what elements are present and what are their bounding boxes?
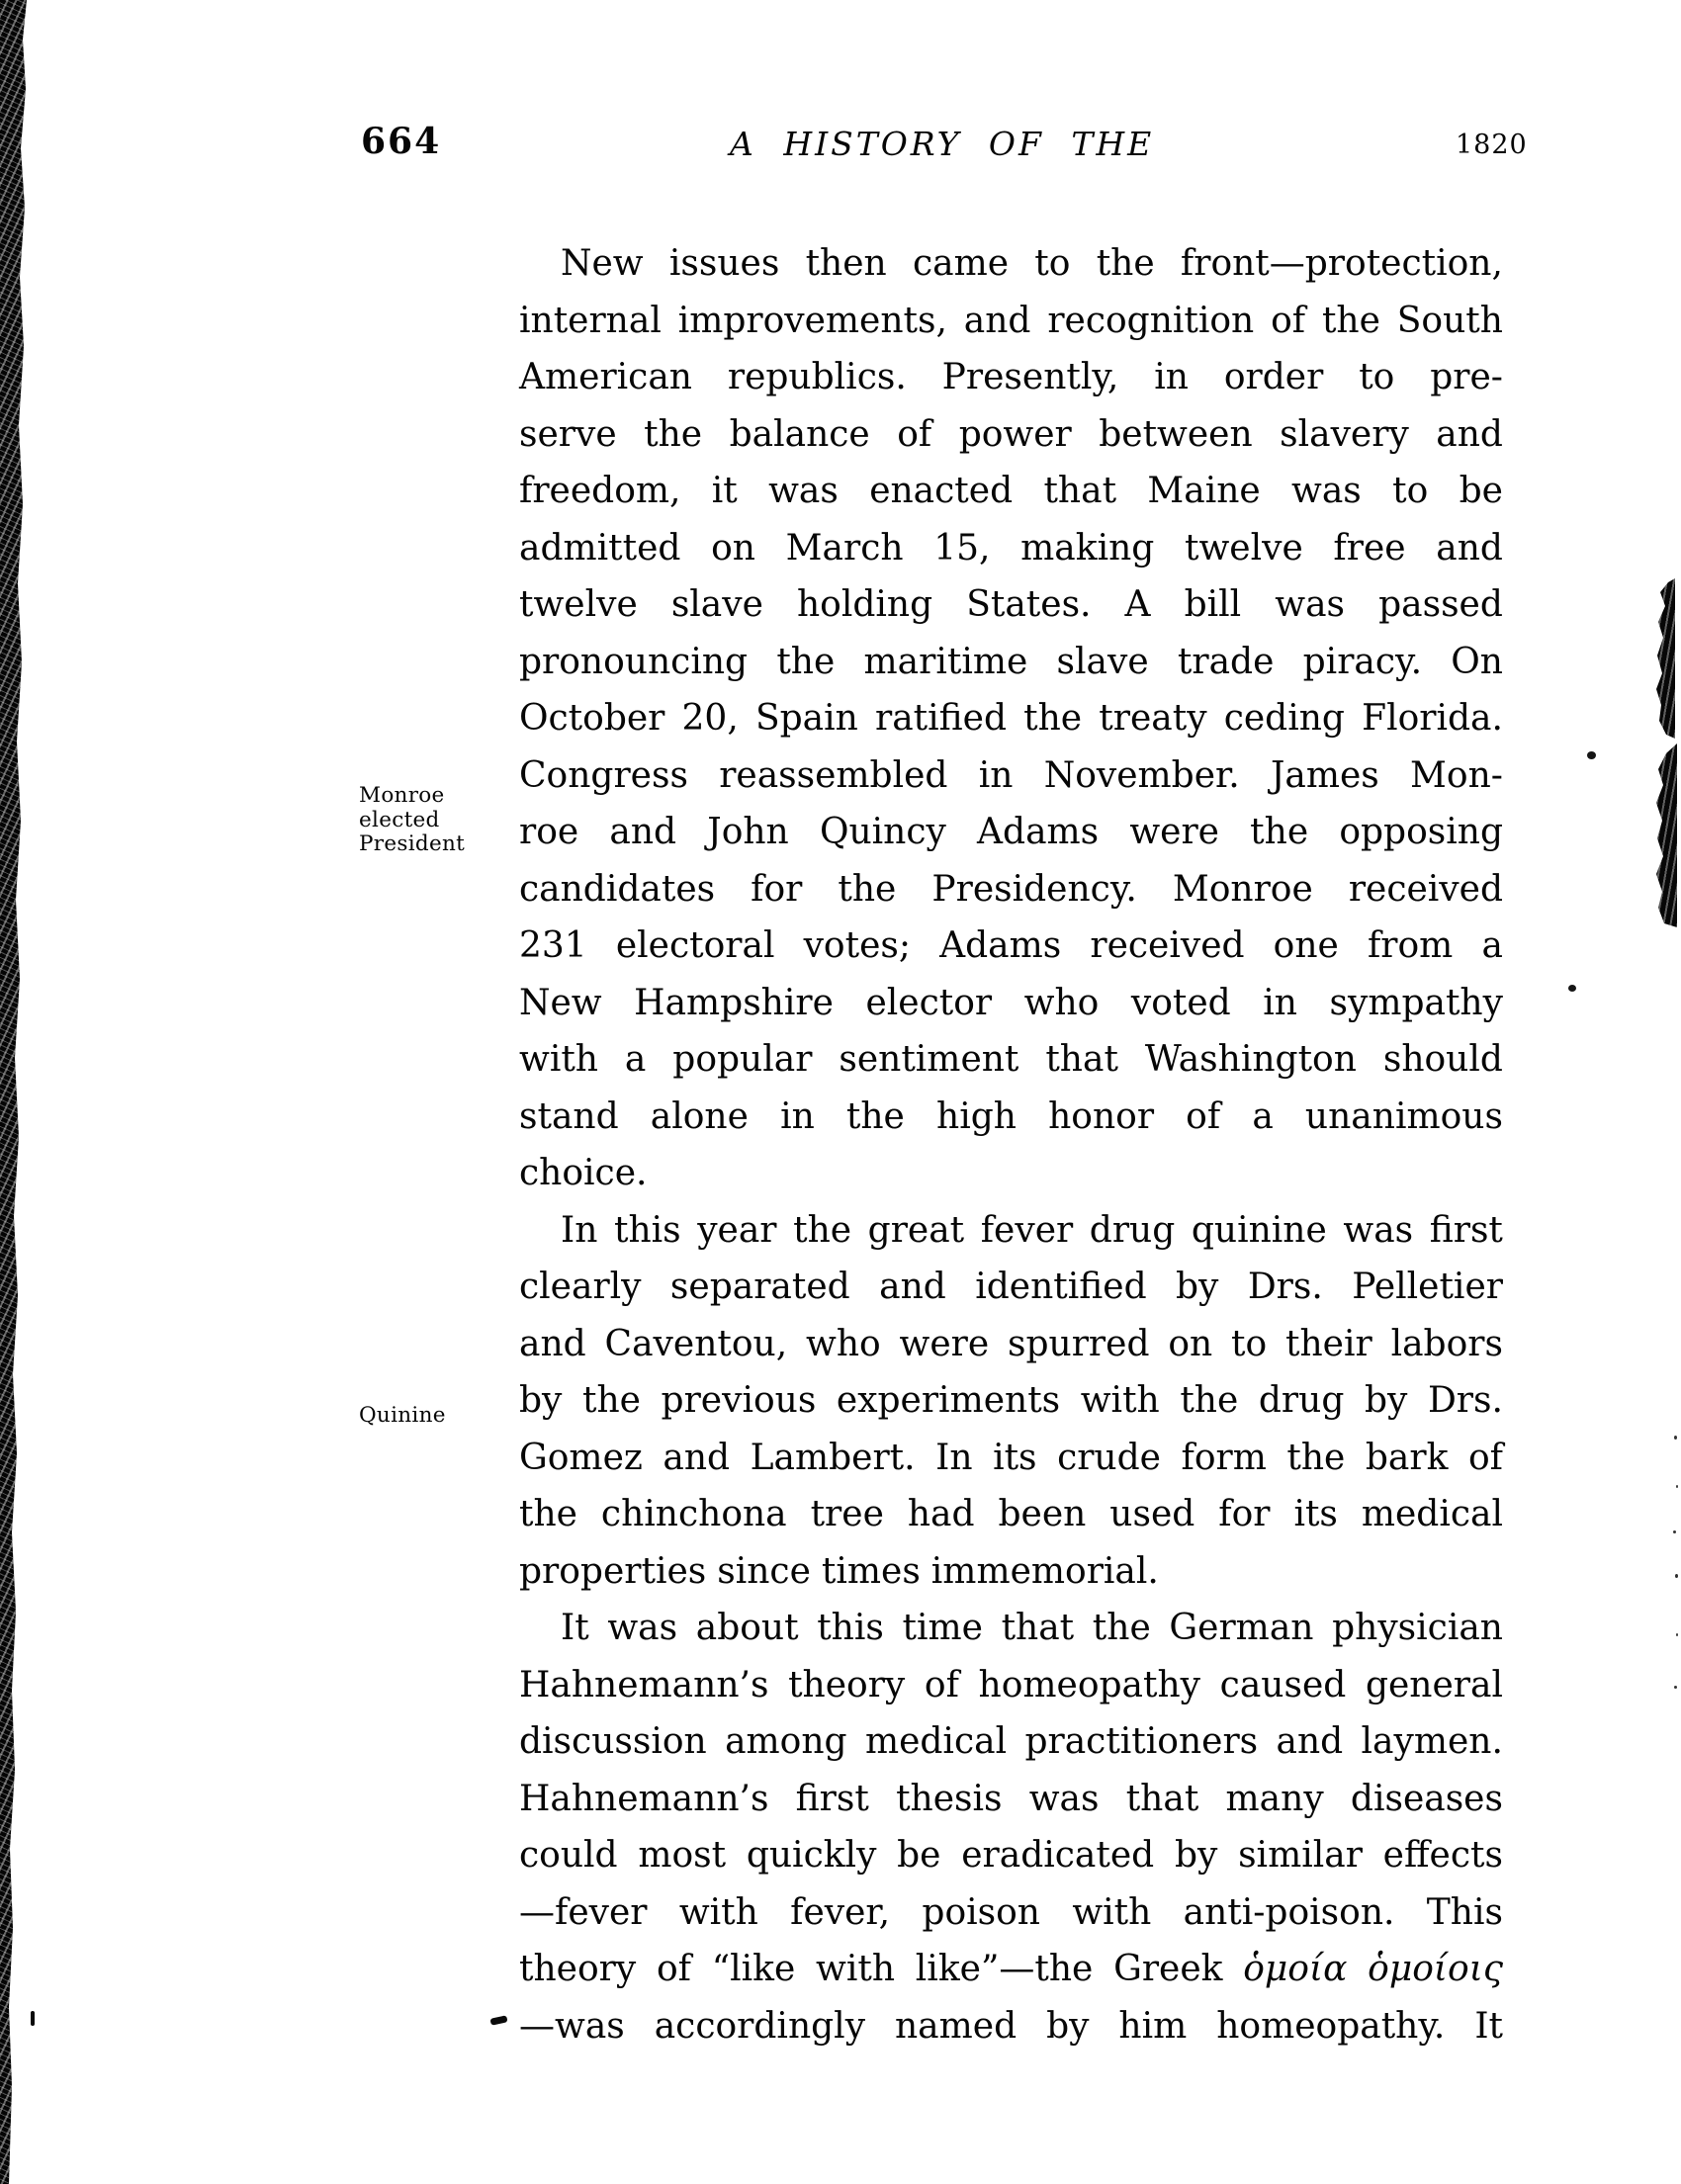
word: many bbox=[1225, 1778, 1324, 1819]
word: a bbox=[624, 1039, 647, 1080]
word: bark bbox=[1365, 1437, 1449, 1478]
word: Gomez bbox=[519, 1437, 643, 1478]
paragraph bbox=[519, 235, 1503, 1202]
word: electoral bbox=[615, 925, 775, 966]
word: labors bbox=[1390, 1323, 1503, 1364]
word: It bbox=[561, 1608, 589, 1648]
word: South bbox=[1396, 300, 1503, 341]
word: it bbox=[711, 471, 738, 511]
scan-speck bbox=[1587, 751, 1596, 759]
word: Greek bbox=[1113, 1949, 1223, 1989]
word: on bbox=[1168, 1323, 1213, 1364]
word: recognition bbox=[1047, 300, 1255, 341]
text-line bbox=[519, 747, 1503, 805]
word: passed bbox=[1378, 584, 1503, 625]
word: for bbox=[751, 868, 803, 910]
word: clearly bbox=[519, 1267, 642, 1307]
word: Adams bbox=[939, 925, 1062, 966]
word: This bbox=[1426, 1891, 1503, 1933]
word: a bbox=[1252, 1095, 1274, 1137]
word: its bbox=[993, 1437, 1037, 1478]
word: since bbox=[717, 1550, 811, 1592]
word: was bbox=[1028, 1778, 1100, 1819]
word: laymen. bbox=[1361, 1721, 1503, 1762]
text-line bbox=[519, 634, 1503, 691]
text-line bbox=[519, 1089, 1503, 1146]
word: popular bbox=[672, 1039, 813, 1080]
word: German bbox=[1169, 1608, 1314, 1648]
word: the bbox=[644, 413, 703, 455]
word: Monroe bbox=[1172, 868, 1313, 910]
scan-speck bbox=[1675, 1574, 1678, 1578]
text-line bbox=[519, 1316, 1503, 1373]
text-line bbox=[519, 1884, 1503, 1942]
word: power bbox=[958, 413, 1072, 455]
word: twelve bbox=[519, 584, 638, 625]
word: November. bbox=[1043, 754, 1240, 796]
word: 20, bbox=[681, 698, 739, 739]
word: 231 bbox=[519, 925, 587, 966]
word: and bbox=[663, 1437, 731, 1478]
word: front—protection, bbox=[1180, 243, 1503, 284]
word: fever, bbox=[790, 1891, 891, 1933]
text-line bbox=[519, 1827, 1503, 1884]
word: was bbox=[607, 1608, 678, 1648]
word: the bbox=[1096, 243, 1155, 284]
word: theory bbox=[788, 1664, 906, 1705]
scan-speck bbox=[1676, 1633, 1678, 1636]
word: candidates bbox=[519, 868, 716, 910]
word: caused bbox=[1219, 1664, 1347, 1705]
word: discussion bbox=[519, 1721, 707, 1762]
word: Adams bbox=[977, 812, 1100, 852]
word: diseases bbox=[1350, 1778, 1503, 1819]
word: with bbox=[678, 1891, 758, 1933]
word: homeopathy bbox=[978, 1664, 1201, 1705]
word: the bbox=[1250, 812, 1309, 852]
text-line bbox=[519, 1430, 1503, 1487]
word: internal bbox=[519, 300, 662, 341]
word: by bbox=[1174, 1835, 1218, 1876]
word: by bbox=[1046, 2005, 1090, 2047]
greek-word: ὁμοία bbox=[1243, 1949, 1348, 1989]
word: Quincy bbox=[819, 812, 946, 852]
word: enacted bbox=[869, 471, 1014, 511]
scan-speck bbox=[1674, 1436, 1677, 1440]
word: and bbox=[1436, 413, 1503, 455]
word: votes; bbox=[803, 925, 911, 966]
word: opposing bbox=[1339, 812, 1503, 852]
scan-speck bbox=[1673, 1530, 1676, 1533]
word: republics. bbox=[727, 357, 907, 397]
page-number: 664 bbox=[361, 121, 442, 162]
word: honor bbox=[1048, 1095, 1155, 1137]
word: had bbox=[907, 1494, 975, 1534]
text-line bbox=[519, 975, 1503, 1032]
word: sympathy bbox=[1329, 982, 1503, 1023]
word: ratified bbox=[874, 698, 1007, 739]
running-title: A HISTORY OF THE bbox=[730, 125, 1155, 163]
margin-note-quinine bbox=[359, 1404, 446, 1429]
text-line bbox=[519, 1941, 1503, 1998]
word: roe bbox=[519, 812, 579, 852]
paragraph bbox=[519, 1202, 1503, 1601]
word: great bbox=[867, 1209, 965, 1251]
word: and bbox=[963, 300, 1031, 341]
word: poison bbox=[922, 1891, 1040, 1933]
word: this bbox=[613, 1209, 681, 1251]
scan-speck bbox=[1568, 985, 1576, 992]
word: and bbox=[609, 812, 677, 852]
word: Presidency. bbox=[931, 868, 1137, 910]
word: crude bbox=[1057, 1437, 1161, 1478]
word: free bbox=[1333, 527, 1406, 568]
word: Congress bbox=[519, 754, 688, 796]
word: was bbox=[1291, 471, 1362, 511]
word: Lambert. bbox=[750, 1437, 916, 1478]
word: high bbox=[936, 1095, 1017, 1137]
word: the bbox=[838, 868, 897, 910]
text-line bbox=[519, 861, 1503, 918]
word: by bbox=[1364, 1380, 1408, 1421]
word: separated bbox=[669, 1267, 850, 1307]
word: general bbox=[1365, 1664, 1503, 1705]
word: States. bbox=[966, 584, 1092, 625]
word: to bbox=[1034, 243, 1071, 284]
word: of bbox=[1186, 1095, 1221, 1137]
scan-artifact-right-edge-lower bbox=[1654, 743, 1677, 927]
word: voted bbox=[1130, 982, 1231, 1023]
word: theory bbox=[519, 1949, 637, 1989]
word: A bbox=[1124, 584, 1151, 625]
paragraph bbox=[519, 1600, 1503, 2054]
word: and bbox=[879, 1267, 946, 1307]
scan-speck bbox=[1674, 1686, 1677, 1689]
body-text bbox=[519, 235, 1503, 2054]
word: quickly bbox=[746, 1835, 877, 1876]
word: the bbox=[1286, 1437, 1346, 1478]
text-line bbox=[519, 1486, 1503, 1543]
word: In bbox=[935, 1437, 973, 1478]
word: could bbox=[519, 1835, 618, 1876]
word: practitioners bbox=[1024, 1721, 1259, 1762]
word: alone bbox=[650, 1095, 749, 1137]
word: who bbox=[806, 1323, 881, 1364]
word: ceding bbox=[1223, 698, 1345, 739]
word: drug bbox=[1258, 1380, 1345, 1421]
word: spurred bbox=[1008, 1323, 1150, 1364]
text-line bbox=[519, 1372, 1503, 1430]
text-line bbox=[519, 1202, 1503, 1260]
greek-word: ὁμοίοις bbox=[1368, 1949, 1503, 1989]
word: the bbox=[1321, 300, 1380, 341]
word: most bbox=[638, 1835, 727, 1876]
word: similar bbox=[1238, 1835, 1363, 1876]
word: fever bbox=[980, 1209, 1074, 1251]
scan-speck bbox=[31, 2011, 35, 2026]
margin-note-line: President bbox=[359, 831, 466, 856]
word: of bbox=[1271, 300, 1306, 341]
word: the bbox=[1023, 698, 1083, 739]
word: who bbox=[1023, 982, 1100, 1023]
word: the bbox=[581, 1380, 641, 1421]
word: homeopathy. bbox=[1216, 2005, 1446, 2047]
word: anti-poison. bbox=[1183, 1891, 1395, 1933]
text-line bbox=[519, 690, 1503, 747]
word: Washington bbox=[1144, 1039, 1357, 1080]
word: medical bbox=[864, 1721, 1008, 1762]
word: received bbox=[1090, 925, 1245, 966]
text-line bbox=[519, 463, 1503, 520]
word: in bbox=[1263, 982, 1297, 1023]
word: elector bbox=[865, 982, 993, 1023]
word: medical bbox=[1361, 1494, 1503, 1534]
word: in bbox=[978, 754, 1014, 796]
word: this bbox=[817, 1608, 884, 1648]
word: October bbox=[519, 698, 665, 739]
word: among bbox=[725, 1721, 847, 1762]
word: the bbox=[1180, 1380, 1239, 1421]
word: was bbox=[1275, 584, 1346, 625]
word: bill bbox=[1184, 584, 1242, 625]
text-line bbox=[519, 520, 1503, 577]
word: in bbox=[780, 1095, 815, 1137]
word: stand bbox=[519, 1095, 619, 1137]
word: March bbox=[785, 527, 904, 568]
word: John bbox=[707, 812, 789, 852]
word: physician bbox=[1332, 1608, 1503, 1648]
page-year: 1820 bbox=[1456, 130, 1528, 160]
word: with bbox=[1072, 1891, 1152, 1933]
word: used bbox=[1109, 1494, 1195, 1534]
word: issues bbox=[668, 243, 780, 284]
word: identified bbox=[975, 1267, 1147, 1307]
word: about bbox=[695, 1608, 799, 1648]
word: time bbox=[902, 1608, 983, 1648]
word: American bbox=[519, 357, 692, 397]
word: trade bbox=[1177, 641, 1275, 682]
word: pronouncing bbox=[519, 641, 749, 682]
word: It bbox=[1474, 2005, 1503, 2047]
word: Spain bbox=[754, 698, 858, 739]
word: year bbox=[697, 1209, 777, 1251]
word: tree bbox=[810, 1494, 884, 1534]
word: from bbox=[1367, 925, 1454, 966]
word: In bbox=[561, 1209, 598, 1251]
word: that bbox=[1125, 1778, 1199, 1819]
word: 15, bbox=[933, 527, 991, 568]
text-line bbox=[519, 917, 1503, 975]
word: properties bbox=[519, 1550, 707, 1592]
word: was bbox=[1343, 1209, 1414, 1251]
word: by bbox=[519, 1380, 563, 1421]
word: Mon- bbox=[1410, 754, 1503, 796]
word: of bbox=[897, 413, 932, 455]
text-line bbox=[519, 1259, 1503, 1316]
word: of bbox=[1467, 1437, 1503, 1478]
word: to bbox=[1392, 471, 1429, 511]
text-line bbox=[519, 1713, 1503, 1771]
word: quinine bbox=[1191, 1209, 1327, 1251]
text-line bbox=[519, 1145, 1503, 1202]
word: for bbox=[1218, 1494, 1271, 1534]
word: Hahnemann’s bbox=[519, 1778, 769, 1819]
word: received bbox=[1348, 868, 1503, 910]
word: “like bbox=[711, 1949, 796, 1989]
word: On bbox=[1451, 641, 1503, 682]
margin-note-line: Quinine bbox=[359, 1403, 446, 1428]
word: came bbox=[912, 243, 1010, 284]
word: freedom, bbox=[519, 471, 681, 511]
word: form bbox=[1181, 1437, 1267, 1478]
word: eradicated bbox=[961, 1835, 1155, 1876]
word: Hampshire bbox=[634, 982, 834, 1023]
word: accordingly bbox=[654, 2005, 866, 2047]
word: slave bbox=[670, 584, 763, 625]
word: their bbox=[1285, 1323, 1372, 1364]
word: that bbox=[1001, 1608, 1075, 1648]
word: of bbox=[656, 1949, 691, 1989]
word: experiments bbox=[836, 1380, 1061, 1421]
word: should bbox=[1382, 1039, 1503, 1080]
word: a bbox=[1481, 925, 1503, 966]
word: between bbox=[1099, 413, 1253, 455]
text-line bbox=[519, 235, 1503, 293]
binding-edge-left bbox=[0, 0, 28, 2184]
word: was bbox=[768, 471, 839, 511]
word: —fever bbox=[519, 1891, 648, 1933]
margin-note-line: elected bbox=[359, 807, 440, 832]
word: unanimous bbox=[1304, 1095, 1503, 1137]
word: sentiment bbox=[839, 1039, 1019, 1080]
word: treaty bbox=[1099, 698, 1207, 739]
word: him bbox=[1118, 2005, 1188, 2047]
word: of bbox=[924, 1664, 959, 1705]
text-line bbox=[519, 1600, 1503, 1657]
text-line bbox=[519, 804, 1503, 861]
word: previous bbox=[661, 1380, 817, 1421]
word: to bbox=[1231, 1323, 1268, 1364]
text-line bbox=[519, 1543, 1503, 1601]
word: order bbox=[1223, 357, 1324, 397]
word: the bbox=[519, 1494, 577, 1534]
word: Maine bbox=[1147, 471, 1261, 511]
text-line bbox=[519, 406, 1503, 464]
word: slave bbox=[1056, 641, 1149, 682]
word: balance bbox=[729, 413, 870, 455]
word: with bbox=[519, 1039, 598, 1080]
word: then bbox=[805, 243, 887, 284]
word: improvements, bbox=[677, 300, 947, 341]
word: holding bbox=[796, 584, 933, 625]
word: Pelletier bbox=[1352, 1267, 1503, 1307]
word: first bbox=[1429, 1209, 1503, 1251]
word: the bbox=[776, 641, 836, 682]
word: named bbox=[894, 2005, 1017, 2047]
scan-artifact-right-edge-upper bbox=[1654, 578, 1675, 739]
text-line bbox=[519, 576, 1503, 634]
word: were bbox=[899, 1323, 990, 1364]
word: admitted bbox=[519, 527, 681, 568]
word: twelve bbox=[1185, 527, 1303, 568]
word: New bbox=[561, 243, 644, 284]
word: piracy. bbox=[1302, 641, 1423, 682]
word: be bbox=[1459, 471, 1503, 511]
word: serve bbox=[519, 413, 617, 455]
word: chinchona bbox=[600, 1494, 787, 1534]
margin-note-line: Monroe bbox=[359, 783, 445, 808]
word: James bbox=[1270, 754, 1379, 796]
word: be bbox=[897, 1835, 941, 1876]
word: the bbox=[845, 1095, 905, 1137]
word: slavery bbox=[1280, 413, 1409, 455]
word: first bbox=[795, 1778, 869, 1819]
word: to bbox=[1359, 357, 1395, 397]
word: drug bbox=[1089, 1209, 1176, 1251]
word: its bbox=[1293, 1494, 1338, 1534]
scan-speck bbox=[489, 2015, 507, 2025]
word: immemorial. bbox=[930, 1550, 1159, 1592]
text-line bbox=[519, 1031, 1503, 1089]
word: one bbox=[1273, 925, 1339, 966]
word: that bbox=[1045, 1039, 1118, 1080]
word: on bbox=[711, 527, 755, 568]
word: that bbox=[1043, 471, 1117, 511]
word: times bbox=[821, 1550, 921, 1592]
word: the bbox=[793, 1209, 852, 1251]
text-line bbox=[519, 1657, 1503, 1714]
word: like”—the bbox=[915, 1949, 1094, 1989]
word: Florida. bbox=[1362, 698, 1503, 739]
word: effects bbox=[1382, 1835, 1503, 1876]
word: Caventou, bbox=[604, 1323, 788, 1364]
margin-note-monroe-elected-president bbox=[359, 784, 465, 857]
word: —was bbox=[519, 2005, 625, 2047]
scan-speck bbox=[1676, 1485, 1678, 1488]
word: by bbox=[1176, 1267, 1219, 1307]
word: making bbox=[1020, 527, 1155, 568]
word: and bbox=[1276, 1721, 1344, 1762]
text-line bbox=[519, 293, 1503, 350]
word: Presently, bbox=[941, 357, 1119, 397]
text-line bbox=[519, 1998, 1503, 2055]
word: New bbox=[519, 982, 602, 1023]
text-line bbox=[519, 1771, 1503, 1828]
word: were bbox=[1129, 812, 1219, 852]
word: with bbox=[816, 1949, 896, 1989]
word: Drs. bbox=[1427, 1380, 1503, 1421]
word: been bbox=[998, 1494, 1087, 1534]
word: in bbox=[1154, 357, 1189, 397]
word: and bbox=[519, 1323, 586, 1364]
word: thesis bbox=[896, 1778, 1003, 1819]
text-line bbox=[519, 349, 1503, 406]
word: Hahnemann’s bbox=[519, 1664, 769, 1705]
word: with bbox=[1080, 1380, 1160, 1421]
word: reassembled bbox=[719, 754, 948, 796]
word: pre- bbox=[1430, 357, 1503, 397]
word: and bbox=[1436, 527, 1503, 568]
word: the bbox=[1092, 1608, 1151, 1648]
word: maritime bbox=[863, 641, 1028, 682]
word: Drs. bbox=[1247, 1267, 1323, 1307]
word: choice. bbox=[519, 1153, 648, 1193]
